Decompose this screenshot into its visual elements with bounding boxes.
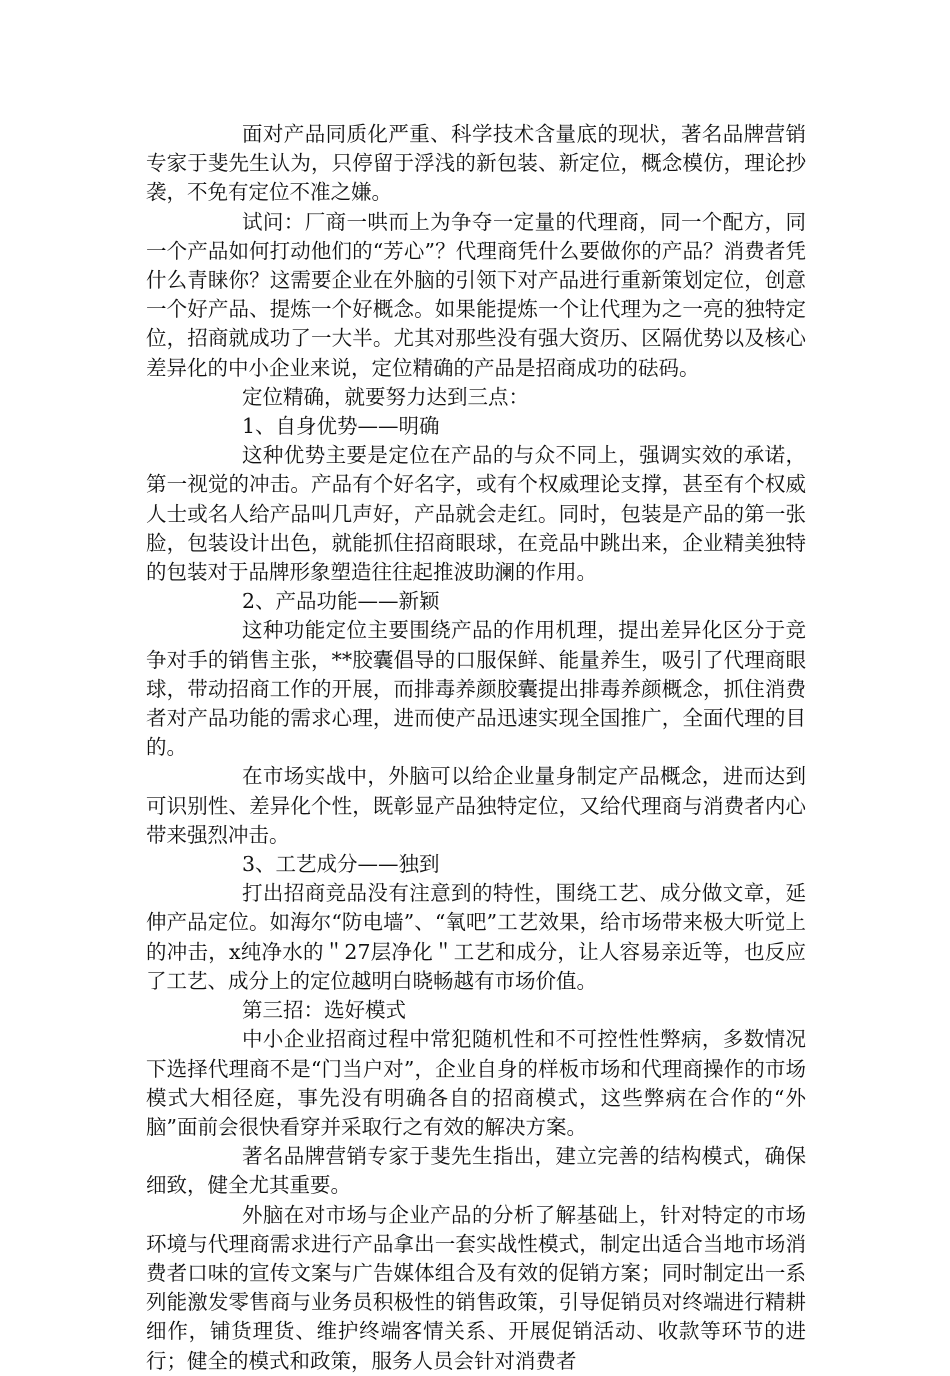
paragraph: 定位精确，就要努力达到三点： [242, 384, 529, 409]
paragraph: 打出招商竞品没有注意到的特性，围绕工艺、成分做文章，延伸产品定位。如海尔“防电墙”、“氧吧”工艺效果，给市场带来极大听觉上的冲击，x纯净水的＂27层净化＂工艺和成分，让人容易亲近等，也反应了工艺、成分上的定位越明白晓畅越有市场价值。 [146, 881, 806, 993]
section-heading: 2、产品功能——新颖 [242, 589, 440, 614]
paragraph: 在市场实战中，外脑可以给企业量身制定产品概念，进而达到可识别性、差异化个性，既彰显产品独特定位，又给代理商与消费者内心带来强烈冲击。 [146, 764, 806, 847]
paragraph: 面对产品同质化严重、科学技术含量底的现状，著名品牌营销专家于斐先生认为，只停留于浮浅的新包装、新定位，概念模仿，理论抄袭，不免有定位不准之嫌。 [146, 122, 806, 205]
paragraph: 外脑在对市场与企业产品的分析了解基础上，针对特定的市场环境与代理商需求进行产品拿出一套实战性模式，制定出适合当地市场消费者口味的宣传文案与广告媒体组合及有效的促销方案；同时制定出一系列能激发零售商与业务员积极性的销售政策，引导促销员对终端进行精耕细作，铺货理货、维护终端客情关系、开展促销活动、收款等环节的进行；健全的模式和政策，服务人员会针对消费者 [146, 1202, 806, 1373]
paragraph: 这种优势主要是定位在产品的与众不同上，强调实效的承诺，第一视觉的冲击。产品有个好名字，或有个权威理论支撑，甚至有个权威人士或名人给产品叫几声好，产品就会走红。同时，包装是产品的第一张脸，包装设计出色，就能抓住招商眼球，在竞品中跳出来，企业精美独特的包装对于品牌形象塑造往往起推波助澜的作用。 [146, 443, 806, 585]
paragraph: 试问：厂商一哄而上为争夺一定量的代理商，同一个配方，同一个产品如何打动他们的“芳心”？代理商凭什么要做你的产品？消费者凭什么青睐你？这需要企业在外脑的引领下对产品进行重新策划定位，创意一个好产品、提炼一个好概念。如果能提炼一个让代理为之一亮的独特定位，招商就成功了一大半。尤其对那些没有强大资历、区隔优势以及核心差异化的中小企业来说，定位精确的产品是招商成功的砝码。 [146, 209, 806, 380]
paragraph: 著名品牌营销专家于斐先生指出，建立完善的结构模式，确保细致，健全尤其重要。 [146, 1144, 806, 1198]
paragraph: 中小企业招商过程中常犯随机性和不可控性性弊病，多数情况下选择代理商不是“门当户对”，企业自身的样板市场和代理商操作的市场模式大相径庭，事先没有明确各自的招商模式，这些弊病在合作的“外脑”面前会很快看穿并采取行之有效的解决方案。 [146, 1027, 806, 1139]
document-body [146, 120, 806, 1376]
section-heading: 1、自身优势——明确 [242, 414, 440, 439]
section-heading: 第三招：选好模式 [242, 998, 406, 1023]
paragraph: 这种功能定位主要围绕产品的作用机理，提出差异化区分于竞争对手的销售主张，**胶囊倡导的口服保鲜、能量养生，吸引了代理商眼球，带动招商工作的开展，而排毒养颜胶囊提出排毒养颜概念，抓住消费者对产品功能的需求心理，进而使产品迅速实现全国推广，全面代理的目的。 [146, 618, 806, 760]
section-heading: 3、工艺成分——独到 [242, 852, 440, 877]
